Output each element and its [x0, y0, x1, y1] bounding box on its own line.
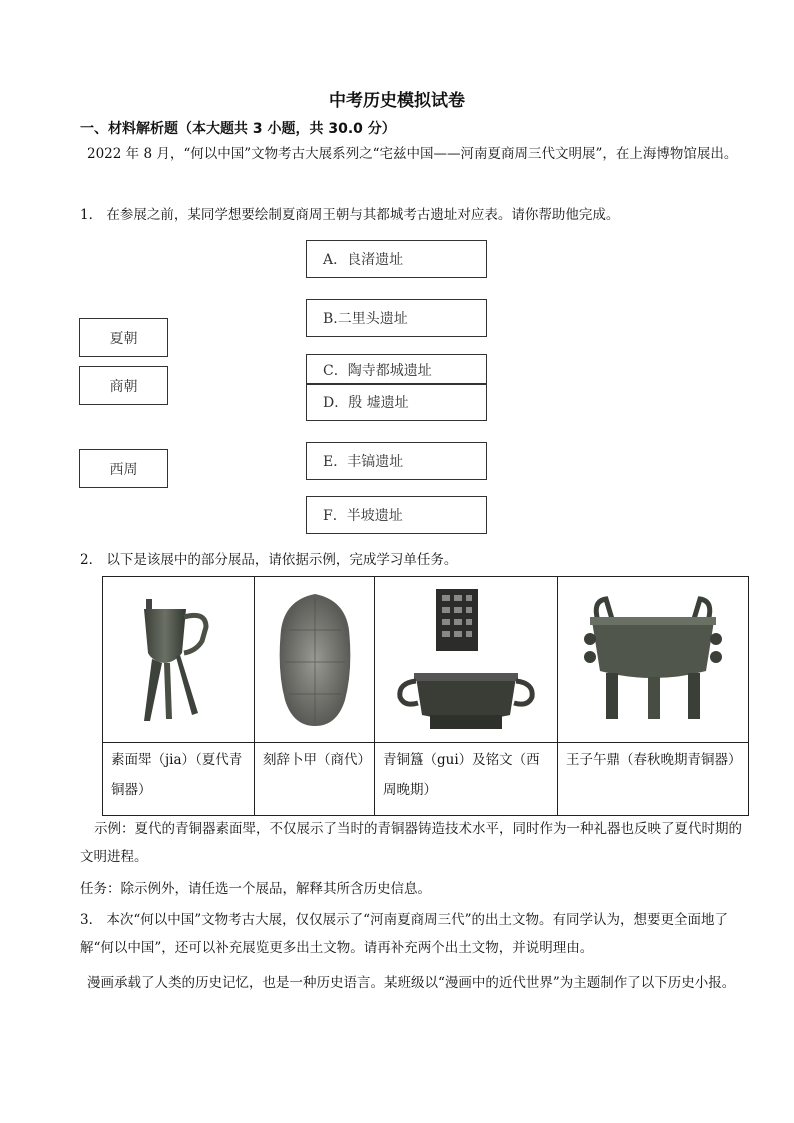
site-box-d: D．殷 墟遗址	[306, 383, 487, 421]
bronze-jia-icon	[134, 595, 224, 725]
artifact-caption: 刻辞卜甲（商代）	[255, 743, 375, 816]
question-2: 2． 以下是该展中的部分展品，请依据示例，完成学习单任务。	[80, 552, 458, 568]
artifact-table	[102, 576, 749, 816]
example-paragraph: 示例：夏代的青铜器素面斝，不仅展示了当时的青铜器铸造技术水平，同时作为一种礼器也反映了夏代时期的文明进程。	[80, 821, 742, 865]
artifact-caption: 青铜簋（gui）及铭文（西周晚期）	[375, 743, 558, 816]
question-3: 3． 本次“何以中国”文物考古大展，仅仅展示了“河南夏商周三代”的出土文物。有同学认为，想要更全面地了解“何以中国”，还可以补充展览更多出土文物。请再补充两个出土文物，并说明理由。	[80, 912, 728, 956]
site-box-e: E．丰镐遗址	[306, 442, 487, 480]
artifact-image-cell	[375, 577, 558, 743]
question-1: 1． 在参展之前，某同学想要绘制夏商周王朝与其都城考古遗址对应表。请你帮助他完成。	[80, 207, 620, 223]
section-heading: 一、材料解析题（本大题共 3 小题，共 30.0 分）	[80, 121, 396, 137]
site-box-b: B.二里头遗址	[306, 299, 487, 337]
artifact-caption: 素面斝（jia）（夏代青铜器）	[103, 743, 255, 816]
dynasty-box-shang: 商朝	[79, 366, 168, 405]
bronze-gui-icon	[386, 585, 546, 735]
dynasty-box-xizhou: 西周	[79, 449, 168, 488]
artifact-caption: 王子午鼎（春秋晚期青铜器）	[558, 743, 749, 816]
bronze-ding-icon	[578, 595, 728, 725]
site-box-c: C．陶寺都城遗址	[306, 354, 487, 385]
page-title: 中考历史模拟试卷	[329, 91, 465, 111]
artifact-image-cell	[103, 577, 255, 743]
artifact-image-cell	[255, 577, 375, 743]
site-box-f: F．半坡遗址	[306, 496, 487, 534]
oracle-bone-icon	[275, 590, 355, 730]
intro-paragraph: 2022 年 8 月，“何以中国”文物考古大展系列之“宅兹中国——河南夏商周三代文明展”，在上海博物馆展出。	[87, 146, 738, 162]
task-paragraph: 任务：除示例外，请任选一个展品，解释其所含历史信息。	[80, 881, 431, 897]
question-4-intro: 漫画承载了人类的历史记忆，也是一种历史语言。某班级以“漫画中的近代世界”为主题制作了以下历史小报。	[87, 975, 736, 991]
artifact-image-cell	[558, 577, 749, 743]
site-box-a: A．良渚遗址	[306, 240, 487, 278]
dynasty-box-xia: 夏朝	[79, 318, 168, 357]
